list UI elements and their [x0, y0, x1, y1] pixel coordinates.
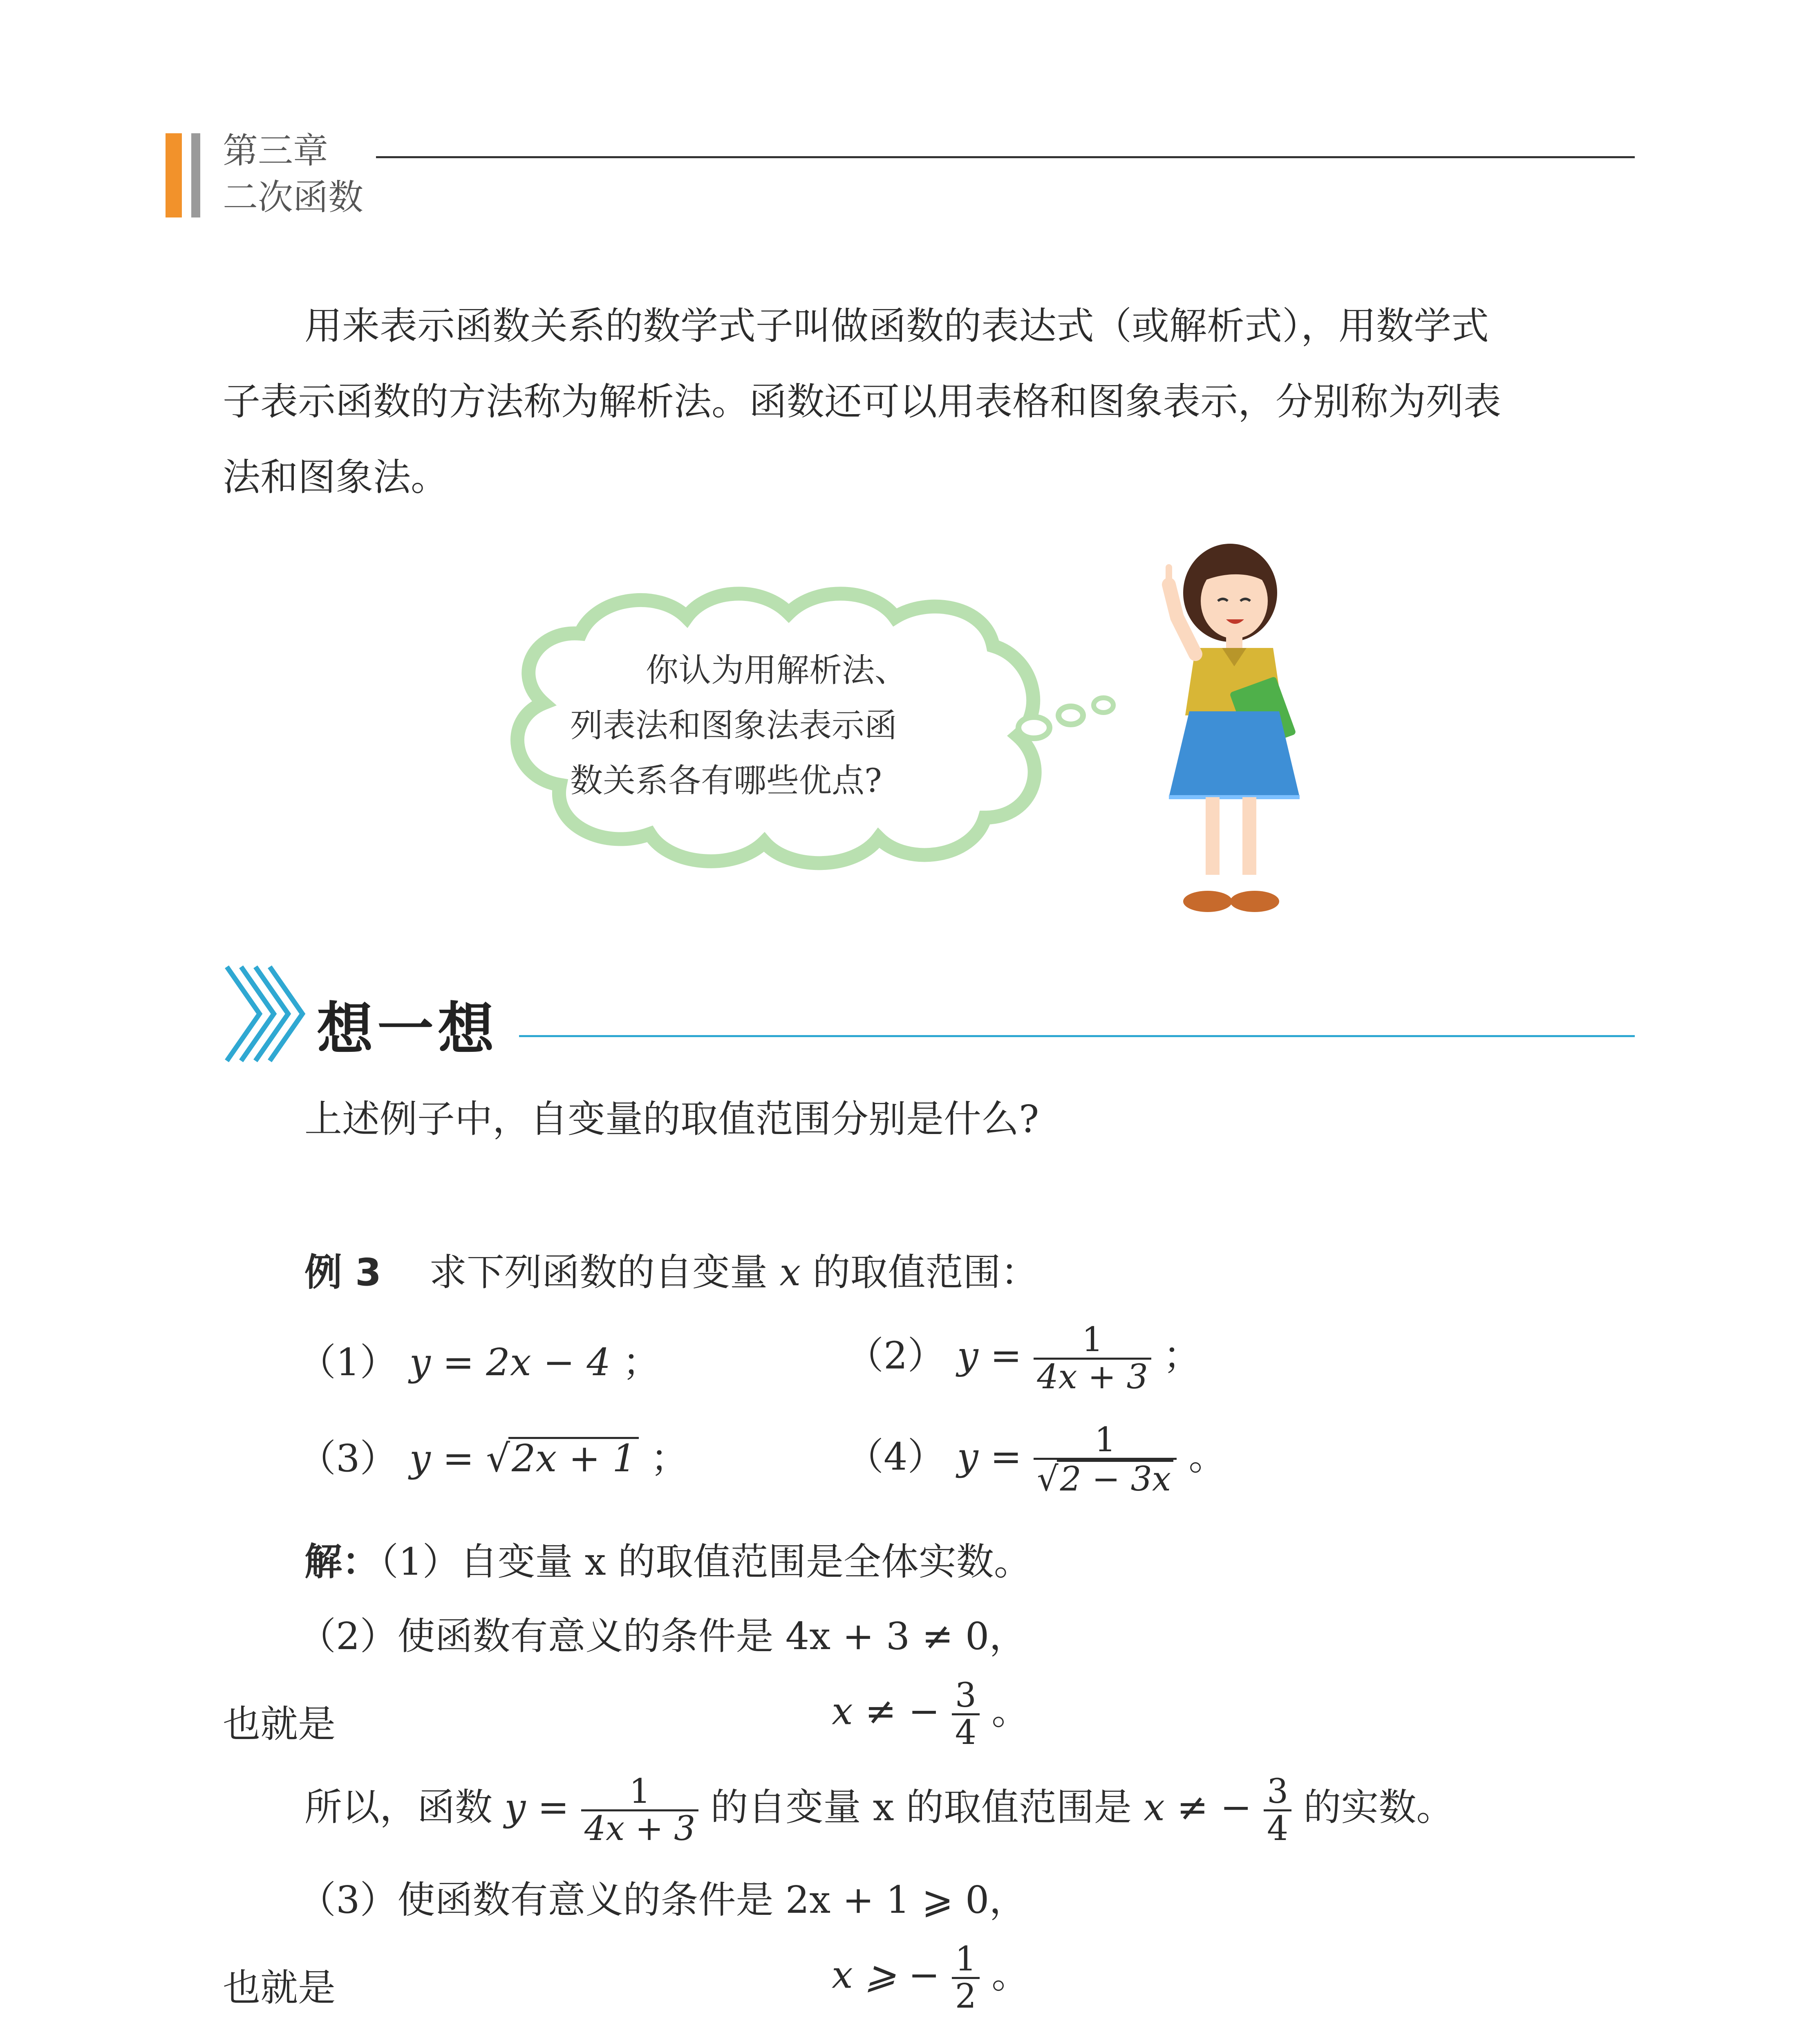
- section-chevrons-icon: [223, 963, 309, 1065]
- radicand: 2 − 3x: [1057, 1460, 1173, 1497]
- item-eq: =: [443, 1437, 486, 1480]
- intro-line-2: 子表示函数的方法称为解析法。函数还可以用表格和图象表示，分别称为列表: [223, 380, 1502, 424]
- radicand: 2x + 1: [508, 1437, 639, 1479]
- conclusion-eq: =: [526, 1785, 581, 1829]
- result-2: [832, 1676, 1029, 1753]
- conclusion-text: 的实数。: [1303, 1785, 1454, 1829]
- item-number: （1）: [298, 1340, 398, 1384]
- result-lhs: x ⩾ −: [832, 1953, 940, 1997]
- section-rule: [519, 1035, 1635, 1037]
- numerator: 1: [1094, 1421, 1116, 1459]
- item-number: （2）: [846, 1334, 945, 1378]
- fraction: [1034, 1322, 1151, 1395]
- chapter-title: 二次函数: [223, 177, 363, 218]
- example-var: x: [779, 1251, 801, 1294]
- example-item-2: [846, 1322, 1201, 1395]
- item-number: （3）: [298, 1437, 398, 1480]
- item-eq: =: [990, 1334, 1034, 1378]
- intro-line-1: 用来表示函数关系的数学式子叫做函数的表达式（或解析式），用数学式: [304, 304, 1489, 348]
- result-3: [832, 1942, 1029, 2014]
- item-lhs: y: [957, 1334, 978, 1378]
- section-title: 想一想: [317, 995, 499, 1062]
- conclusion-var: y: [504, 1785, 526, 1829]
- example-item-4: [846, 1423, 1226, 1497]
- header-accent-bar: [166, 133, 182, 217]
- radical-sign: √: [1037, 1460, 1059, 1499]
- conclusion-text: 的自变量 x 的取值范围是: [710, 1785, 1132, 1829]
- header-accent-bar-gray: [191, 133, 200, 217]
- also-label-3: 也就是: [223, 1966, 336, 2010]
- item-lhs: y: [409, 1437, 431, 1480]
- item-end: ；: [622, 1340, 660, 1384]
- example-heading: [304, 1251, 1038, 1294]
- numerator: 3: [1267, 1772, 1289, 1811]
- solution-line-3: （3）使函数有意义的条件是 2x + 1 ⩾ 0，: [298, 1878, 1027, 1922]
- fraction: [1034, 1423, 1177, 1497]
- denominator: 4: [1264, 1809, 1291, 1847]
- item-end: ；: [650, 1437, 688, 1480]
- item-end: 。: [1188, 1435, 1226, 1479]
- result-end: 。: [991, 1689, 1029, 1733]
- girl-illustration: [1161, 544, 1308, 924]
- fraction: [952, 1942, 980, 2014]
- fraction: [1264, 1774, 1291, 1847]
- cloud-line-2: 列表法和图象法表示函: [570, 706, 897, 744]
- also-label-2: 也就是: [223, 1702, 336, 1746]
- cloud-line-3: 数关系各有哪些优点?: [570, 762, 882, 800]
- denominator: 4x + 3: [581, 1809, 698, 1847]
- item-number: （4）: [846, 1435, 945, 1479]
- item-lhs: y: [957, 1435, 978, 1479]
- radical-sign: √: [486, 1437, 510, 1480]
- fraction: [581, 1774, 698, 1847]
- solution-text-1: （1）自变量 x 的取值范围是全体实数。: [380, 1540, 1032, 1584]
- section-question: 上述例子中，自变量的取值范围分别是什么?: [304, 1097, 1039, 1141]
- conclusion-2: [304, 1774, 1454, 1847]
- solution-line-2: （2）使函数有意义的条件是 4x + 3 ≠ 0，: [298, 1614, 1027, 1658]
- example-item-3: [298, 1437, 688, 1480]
- solution-line-1: [304, 1540, 1032, 1584]
- header-rule: [376, 156, 1635, 158]
- item-eq: =: [443, 1340, 486, 1384]
- result-lhs: x ≠ −: [832, 1689, 940, 1733]
- conclusion-text: 所以，函数: [304, 1785, 493, 1829]
- solution-label: 解：: [304, 1540, 380, 1584]
- example-prompt-b: 的取值范围：: [812, 1251, 1038, 1294]
- cloud-line-1: 你认为用解析法、: [646, 651, 907, 689]
- denominator: 2: [952, 1977, 980, 2014]
- conclusion-range: x ≠ −: [1144, 1785, 1252, 1829]
- numerator: 3: [955, 1676, 976, 1715]
- denominator: 4x + 3: [1034, 1358, 1151, 1395]
- denominator: [1034, 1458, 1177, 1497]
- numerator: 1: [1082, 1320, 1103, 1359]
- item-eq: =: [990, 1435, 1034, 1479]
- numerator: 1: [629, 1772, 651, 1811]
- example-label: 例 3: [304, 1251, 382, 1294]
- item-rhs: 2x − 4: [486, 1340, 611, 1384]
- denominator: 4: [952, 1713, 980, 1750]
- fraction: [952, 1676, 980, 1753]
- chapter-label: 第三章: [223, 130, 328, 171]
- result-end: 。: [991, 1953, 1029, 1997]
- example-item-1: [298, 1341, 660, 1384]
- item-lhs: y: [409, 1340, 431, 1384]
- numerator: 1: [955, 1940, 976, 1979]
- item-end: ；: [1163, 1334, 1201, 1378]
- example-prompt-a: 求下列函数的自变量: [429, 1251, 768, 1294]
- intro-line-3: 法和图象法。: [223, 455, 449, 499]
